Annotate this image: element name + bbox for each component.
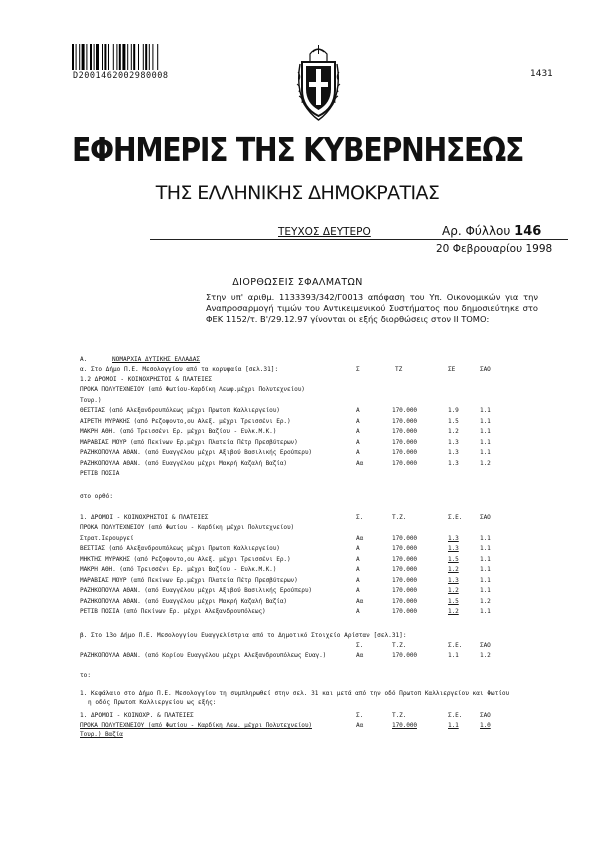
table-row-name: ΑΙΡΕΤΗ ΜΥΡΑΚΗΣ (από Ρεζοφοντο,ου Αλεξ. μέχρι Τρεισσένι Ερ.) [80, 417, 291, 425]
sheet-number [442, 224, 541, 239]
barcode-bar [82, 44, 85, 70]
table-row-se: 1.3 [448, 576, 459, 584]
table-row-s: Α [356, 608, 360, 615]
section-c-col-s: Σ. [356, 712, 364, 719]
barcode-bar [122, 44, 125, 70]
table-row-tz: 170.000 [392, 587, 417, 594]
sheet-number-value: 146 [514, 224, 542, 239]
section-b-col-sao: ΣΑΟ [480, 642, 491, 649]
table-row-se: 1.5 [448, 417, 459, 425]
table-row-tz: 170.000 [392, 597, 417, 605]
table-row-se: 1.3 [448, 449, 459, 456]
section-c-row-sao: 1.0 [480, 722, 491, 729]
barcode-bar [79, 44, 80, 70]
barcode-bar [152, 44, 153, 70]
table-row-name: ΡΕΤΙΒ ΠΟΣΙΑ [80, 470, 120, 477]
section-c-row-name: ΠΡΟΚΑ ΠΟΛΥΤΕΧΝΕΙΟΥ (από Φωτίου - Καρδίκη Λεω. μέχρι Πολυτεχνείου) [80, 722, 312, 729]
page-number: 1431 [530, 69, 553, 79]
section-a-title: ΝΟΜΑΡΧΙΑ ΔΥΤΙΚΗΣ ΕΛΛΑΔΑΣ [112, 356, 201, 363]
barcode [72, 44, 190, 70]
table-row-se: 1.9 [448, 407, 459, 414]
table-row-name: ΜΑΡΑΒΙΑΣ ΜΟΥΡ (από Πεκίνων Ερ.μέχρι Πλατεία Πέτρ Πρεσβύτερων) [80, 438, 298, 446]
barcode-bar [133, 44, 135, 70]
table-row-tz: 170.000 [392, 459, 417, 467]
section-b-row-s: Αα [356, 652, 364, 659]
table-row-s: Αα [356, 459, 364, 467]
barcode-bar [90, 44, 92, 70]
table-row-se: 1.2 [448, 428, 459, 435]
table-row-sao: 1.1 [480, 417, 491, 425]
section-c-row-s: Αα [356, 722, 364, 729]
table-row-name: ΜΑΡΑΒΙΑΣ ΜΟΥΡ (από Πεκίνων Ερ.μέχρι Πλατεία Πέτρ Πρεσβύτερων) [80, 576, 298, 584]
table-row-s: Α [356, 587, 360, 594]
table-row-name: ΜΑΚΡΗ ΑΘΗ. (από Τρεισσένι Ερ. μέχρι Βαζίου - Ευλκ.Μ.Κ.) [80, 566, 277, 573]
table-row-name: ΡΑΖΗΚΟΠΟΥΛΑ ΑΘΑΝ. (από Ευαγγέλου μέχρι Μακρή Καζαλή Βαζία) [80, 597, 287, 605]
table-row-name: ΜΗΚΤΗΣ ΜΥΡΑΚΗΣ (από Ρεζοφοντο,ου Αλεξ. μέχρι Τρεισσένι Ερ.) [80, 555, 291, 563]
table-row-tz: 170.000 [392, 428, 417, 435]
section-a-correct-label: στο ορθό: [80, 493, 114, 500]
table-row-s: Α [356, 576, 360, 584]
corrected-col-header-s: Σ. [356, 514, 364, 521]
section-b-correct-label: το: [80, 672, 92, 679]
table-row-tz: 170.000 [392, 534, 417, 542]
table-row-name: ΠΡΟΚΑ ΠΟΛΥΤΕΧΝΕΙΟΥ (από Φωτίου-Καρδίκη Λεωφ.μέχρι Πολυτεχνείου) [80, 386, 305, 393]
table-row-se: 1.3 [448, 534, 459, 542]
gazette-title: ΕΦΗΜΕΡΙΣ ΤΗΣ ΚΥΒΕΡΝΗΣΕΩΣ [71, 130, 524, 169]
barcode-bar [76, 44, 77, 70]
table-row-s: Α [356, 555, 360, 563]
table-row-tz: 170.000 [392, 438, 417, 446]
table-row-name: ΒΕΣΤΙΑΣ (από Αλεξανδρουπόλεως μέχρι Πρωτοπ Καλλιεργείου) [80, 545, 280, 552]
table-row-tz: 170.000 [392, 417, 417, 425]
table-row-name: ΡΑΖΗΚΟΠΟΥΛΑ ΑΘΑΝ. (από Ευαγγέλου μέχρι Μακρή Καζαλή Βαζία) [80, 459, 287, 467]
section-b-col-se: Σ.Ε. [448, 642, 463, 649]
barcode-bar [72, 44, 74, 70]
table-row-sao: 1.2 [480, 459, 491, 467]
section-c-title: 1. Κεφάλαιο στο Δήμο Π.Ε. Μεσολογγίου τη συμπληρωθεί στην σελ. 31 και μετά από την οδό Πρωτοπ Καλλιεργείου και Φωτίου [80, 690, 510, 697]
barcode-bar [145, 44, 147, 70]
section-a-group-title: 1.2 ΔΡΟΜΟΙ - ΚΟΙΝΟΧΡΗΣΤΟΙ & ΠΛΑΤΕΙΕΣ [80, 376, 213, 383]
table-row-tz: 170.000 [392, 576, 417, 584]
table-row-name: ΡΕΤΙΒ ΠΟΣΙΑ (από Πεκίνων Ερ. μέχρι Αλεξανδρουπόλεως) [80, 608, 266, 615]
table-row-se: 1.2 [448, 587, 459, 594]
table-row-sao: 1.1 [480, 428, 491, 435]
corrected-col-header-se: Σ.Ε. [448, 514, 463, 521]
section-b-row-sao: 1.2 [480, 652, 491, 659]
table-row-name: ΡΑΖΗΚΟΠΟΥΛΑ ΑΘΑΝ. (από Ευαγγέλου μέχρι Αξιβού Βασιλικής Ερούπερυ) [80, 449, 312, 456]
section-b-title: β. Στο 13ο Δήμο Π.Ε. Μεσολογγίου Ευαγγελίστρια από το Δημοτικό Στοιχείο Αρίσταν [σελ.31]: [80, 632, 407, 639]
issue-series: ΤΕΥΧΟΣ ΔΕΥΤΕΡΟ [278, 226, 371, 238]
section-a-marker: Α. [80, 356, 88, 363]
table-row-sao: 1.1 [480, 555, 491, 563]
table-row-tz: 170.000 [392, 555, 417, 563]
section-a-subtitle: α. Στο Δήμο Π.Ε. Μεσολογγίου από τα κορυφαία [σελ.31]: [80, 366, 279, 373]
table-row-tz: 170.000 [392, 449, 417, 456]
section-c-row-se: 1.1 [448, 722, 459, 729]
barcode-bar [149, 44, 150, 70]
table-row-sao: 1.1 [480, 438, 491, 446]
table-row-tz: 170.000 [392, 545, 417, 552]
barcode-number: D2001462002980008 [73, 71, 169, 81]
table-row-sao: 1.2 [480, 597, 491, 605]
barcode-bar [108, 44, 109, 70]
coat-of-arms-emblem [296, 42, 341, 124]
table-row-s: Α [356, 449, 360, 456]
barcode-bar [143, 44, 144, 70]
table-row-s: Αα [356, 597, 364, 605]
sheet-number-label: Αρ. Φύλλου [442, 224, 511, 238]
section-b-row-se: 1.1 [448, 652, 459, 659]
col-header-sao: ΣΑΟ [480, 366, 491, 373]
table-row-se: 1.3 [448, 545, 459, 552]
barcode-bar [127, 44, 128, 70]
barcode-bar [96, 44, 99, 70]
table-row-sao: 1.1 [480, 576, 491, 584]
col-header-se: ΣΕ [448, 366, 456, 373]
section-a-corrected-group-title: 1. ΔΡΟΜΟΙ - ΚΟΙΝΟΧΡΗΣΤΟΙ & ΠΛΑΤΕΙΕΣ [80, 514, 209, 521]
col-header-tz: ΤΖ [395, 366, 403, 373]
section-c-row-tz: 170.000 [392, 722, 417, 729]
corrections-heading: ΔΙΟΡΘΩΣΕΙΣ ΣΦΑΛΜΑΤΩΝ [232, 277, 363, 288]
table-row-name: Στρατ.Ιερουργεί [80, 534, 134, 542]
table-row-sao: 1.1 [480, 407, 491, 414]
table-row-tz: 170.000 [392, 407, 417, 414]
table-row-se: 1.2 [448, 566, 459, 573]
table-row-name: ΡΑΖΗΚΟΠΟΥΛΑ ΑΘΑΝ. (από Ευαγγέλου μέχρι Αξιβού Βασιλικής Ερούπερυ) [80, 587, 312, 594]
table-row-sao: 1.1 [480, 566, 491, 573]
table-row-s: Α [356, 566, 360, 573]
col-header-s: Σ [356, 366, 360, 373]
section-c-col-se: Σ.Ε. [448, 712, 463, 719]
table-row-se: 1.5 [448, 555, 459, 563]
barcode-bar [94, 44, 95, 70]
table-row-s: Α [356, 438, 360, 446]
table-row-s: Αα [356, 534, 364, 542]
table-row-se: 1.3 [448, 438, 459, 446]
barcode-bar [138, 44, 139, 70]
table-row-s: Α [356, 417, 360, 425]
gazette-subtitle: ΤΗΣ ΕΛΛΗΝΙΚΗΣ ΔΗΜΟΚΡΑΤΙΑΣ [155, 182, 440, 204]
section-c-row2-name: Τουρ.) Βαζία [80, 731, 123, 738]
barcode-bar [102, 44, 103, 70]
section-c-col-tz: Τ.Ζ. [392, 712, 407, 719]
table-row-name: ΜΑΚΡΗ ΑΘΗ. (από Τρεισσένι Ερ. μέχρι Βαζίου - Ευλκ.Μ.Κ.) [80, 428, 277, 435]
section-b-row-tz: 170.000 [392, 652, 417, 659]
section-c-col-sao: ΣΑΟ [480, 712, 491, 719]
section-b-row-name: ΡΑΖΗΚΟΠΟΥΛΑ ΑΘΑΝ. (από Κορίου Ευαγγέλου μέχρι Αλεξανδρουπόλεως Ευαγ.) [80, 652, 327, 659]
barcode-bar [157, 44, 158, 70]
section-c-title2: η οδός Πρωτοπ Καλλιεργείου ως εξής: [88, 699, 217, 706]
barcode-bar [131, 44, 132, 70]
table-row-sao: 1.1 [480, 449, 491, 456]
corrected-col-header-tz: Τ.Ζ. [392, 514, 407, 521]
table-row-se: 1.5 [448, 597, 459, 605]
table-row-s: Α [356, 407, 360, 414]
barcode-bar [116, 44, 117, 70]
issue-date: 20 Φεβρουαρίου 1998 [436, 243, 553, 255]
table-row-se: 1.3 [448, 459, 459, 467]
table-row-name: ΘΕΣΤΙΑΣ (από Αλεξανδρουπόλεως μέχρι Πρωτοπ Καλλιεργείου) [80, 407, 280, 414]
table-row-sao: 1.1 [480, 587, 491, 594]
corrected-col-header-sao: ΣΑΟ [480, 514, 491, 521]
table-row-se: 1.2 [448, 608, 459, 615]
table-row-sao: 1.1 [480, 534, 491, 542]
table-row-sao: 1.1 [480, 608, 491, 615]
section-c-group-title: 1. ΔΡΟΜΟΙ - ΚΟΙΝΟΧΡ. & ΠΛΑΤΕΙΕΣ [80, 712, 194, 719]
barcode-bar [86, 44, 87, 70]
barcode-bar [113, 44, 114, 70]
table-row-s: Α [356, 428, 360, 435]
section-b-col-tz: Τ.Ζ. [392, 642, 407, 649]
corrections-intro: Στην υπ' αριθμ. 1133393/342/Γ0013 απόφαση του Υπ. Οικονομικών για την Αναπροσαρμογή τιμών του Αντικειμενικού Συστήματος που δημοσιεύτηκε στο ΦΕΚ 1152/τ. Β'/29.12.97 γίνονται οι εξής διορθώσεις στον ΙΙ ΤΟΜΟ: [206, 292, 538, 324]
barcode-bar [119, 44, 121, 70]
table-row-sao: 1.1 [480, 545, 491, 552]
barcode-bar [104, 44, 106, 70]
table-row-tz: 170.000 [392, 608, 417, 615]
table-row-name: Τουρ.) [80, 396, 102, 404]
section-b-col-s: Σ. [356, 642, 364, 649]
table-row-name: ΠΡΟΚΑ ΠΟΛΥΤΕΧΝΕΙΟΥ (από Φωτίου - Καρδίκη μέχρι Πολυτεχνείου) [80, 524, 295, 531]
table-row-tz: 170.000 [392, 566, 417, 573]
table-row-s: Α [356, 545, 360, 552]
header-rule [150, 239, 568, 240]
